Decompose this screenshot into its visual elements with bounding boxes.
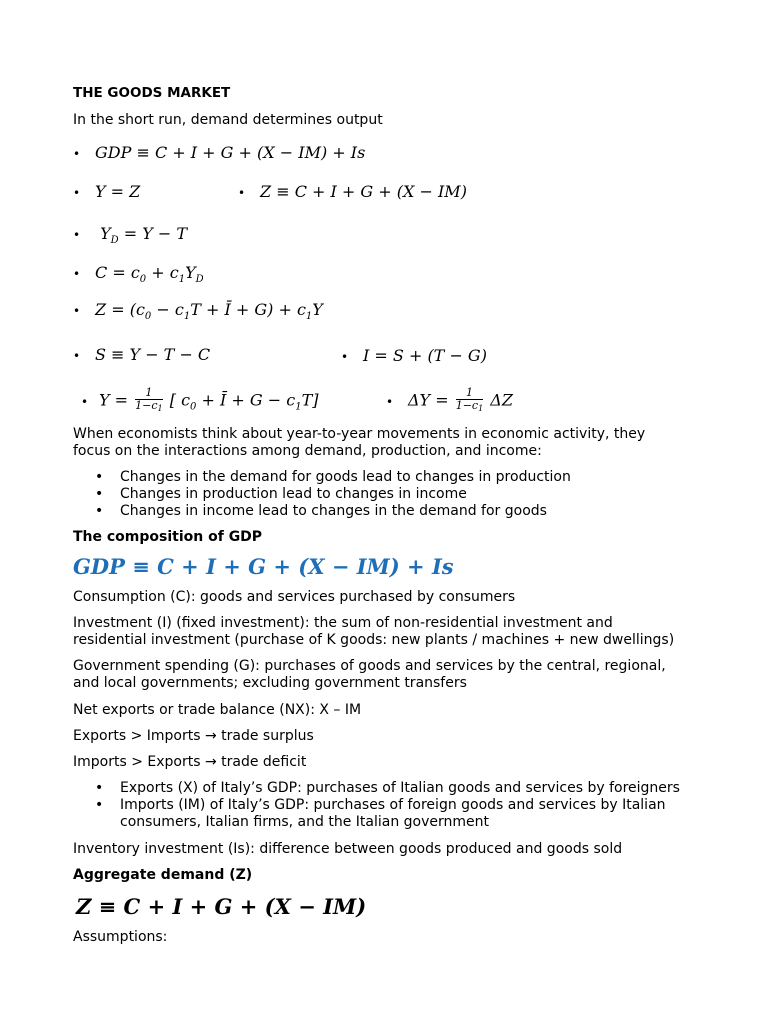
composition-heading: The composition of GDP xyxy=(73,529,263,545)
assumptions-text: Assumptions: xyxy=(73,929,168,945)
equation-disposable-income: • $Y_D = Y - T$ xyxy=(73,224,188,246)
composition-equation: GDP ≡ C + I + G + (X − IM) + Is xyxy=(73,554,454,579)
list-item: • Exports (X) of Italy’s GDP: purchases of Italian goods and services by foreigners xyxy=(95,780,680,797)
equation-consumption: • $C = c_0 + c_1Y_D$ xyxy=(73,263,204,285)
para-economists-l2: focus on the interactions among demand, production, and income: xyxy=(73,443,542,459)
net-exports-text: Net exports or trade balance (NX): X – IM xyxy=(73,702,362,718)
list-item: • Imports (IM) of Italy’s GDP: purchases of foreign goods and services by Italian consumers, Italian firms, and the Italian government xyxy=(95,797,680,831)
bullet-icon: • xyxy=(73,186,81,200)
intro-text: In the short run, demand determines output xyxy=(73,112,383,128)
aggregate-equation: Z ≡ C + I + G + (X − IM) xyxy=(76,894,367,919)
consumption-text: Consumption (C): goods and services purchased by consumers xyxy=(73,589,516,605)
multiplier-fraction: $\frac{1}{1-c_1}$ xyxy=(135,386,163,413)
bullet-icon: • xyxy=(73,304,81,318)
investment-text-l1: Investment (I) (fixed investment): the sum of non-residential investment and xyxy=(73,615,613,631)
trade-list xyxy=(95,780,680,831)
bullet-icon: • xyxy=(341,350,349,364)
equation-y-eq-z: • Y = Z xyxy=(73,182,141,201)
list-item: • Changes in production lead to changes in income xyxy=(95,486,571,503)
bullet-icon: • xyxy=(73,228,81,242)
government-text-l2: and local governments; excluding government transfers xyxy=(73,675,467,691)
equation-multiplier: • Y = $\frac{1}{1-c_1}$ [ $c_0$ + Ī + $G - c_1T$] xyxy=(81,386,319,413)
delta-fraction: $\frac{1}{1-c_1}$ xyxy=(455,386,484,413)
interaction-list xyxy=(95,469,571,520)
equation-demand-full: • $Z = (c_0 - c_1T$ + Ī + $G) + c_1Y$ xyxy=(73,300,323,322)
equation-investment-saving: • I = S + (T − G) xyxy=(341,346,487,365)
equation-gdp: • GDP ≡ C + I + G + (X − IM) + Is xyxy=(73,143,366,162)
equation-saving: • S ≡ Y − T − C xyxy=(73,345,211,364)
trade-surplus-text: Exports > Imports → trade surplus xyxy=(73,728,314,744)
para-economists-l1: When economists think about year-to-year movements in economic activity, they xyxy=(73,426,646,442)
inventory-text: Inventory investment (Is): difference between goods produced and goods sold xyxy=(73,841,623,857)
equation-delta-y: • ΔY = $\frac{1}{1-c_1}$ ΔZ xyxy=(386,386,513,413)
bullet-icon: • xyxy=(81,394,89,409)
government-text-l1: Government spending (G): purchases of goods and services by the central, regional, xyxy=(73,658,666,674)
list-item: • Changes in the demand for goods lead to changes in production xyxy=(95,469,571,486)
list-item: • Changes in income lead to changes in the demand for goods xyxy=(95,503,571,520)
trade-deficit-text: Imports > Exports → trade deficit xyxy=(73,754,307,770)
equation-z-def: • Z ≡ C + I + G + (X − IM) xyxy=(238,182,467,201)
bullet-icon: • xyxy=(386,394,394,409)
bullet-icon: • xyxy=(238,186,246,200)
bullet-icon: • xyxy=(73,147,81,161)
bullet-icon: • xyxy=(73,349,81,363)
investment-text-l2: residential investment (purchase of K goods: new plants / machines + new dwellings) xyxy=(73,632,675,648)
page-title: THE GOODS MARKET xyxy=(73,85,231,101)
aggregate-heading: Aggregate demand (Z) xyxy=(73,867,253,883)
bullet-icon: • xyxy=(73,267,81,281)
